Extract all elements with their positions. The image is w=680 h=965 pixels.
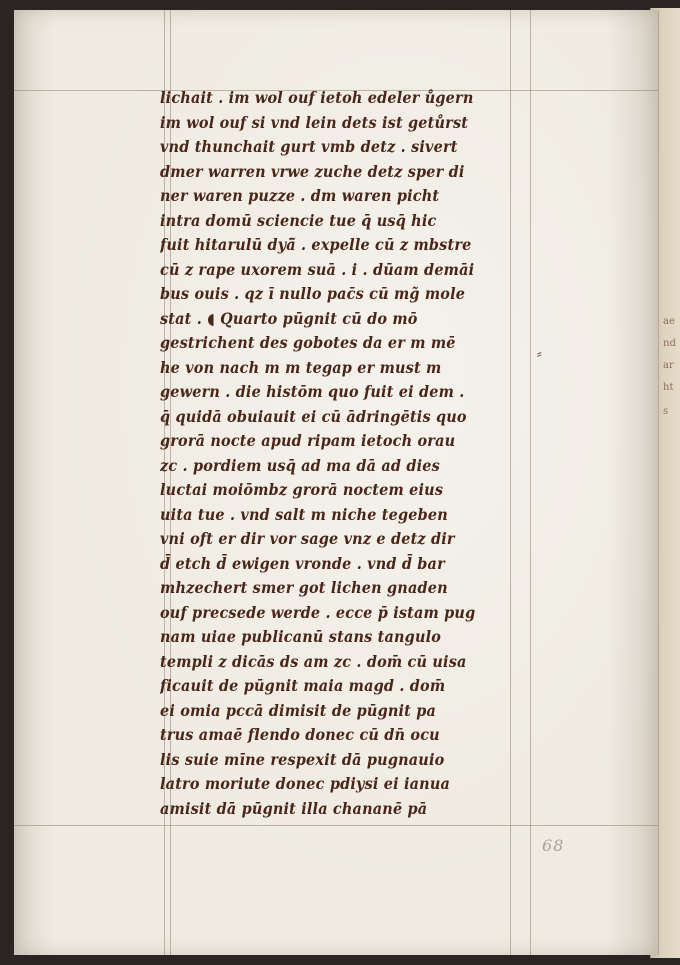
text-line: trus amaē flendo donec cū dn̄ ocu — [160, 725, 440, 744]
ruling-line-right-outer — [530, 10, 531, 955]
text-line: fuit hitarulū dyā̃ . expelle cū z mbstre — [160, 235, 472, 254]
text-line: luctai moiōmbz grorā noctem eius — [160, 480, 444, 499]
text-line: zc . pordiem usq̄ ad ma dā ad dies — [160, 455, 440, 475]
text-line: ouf precsede werde . ecce p̄ istam pug — [160, 602, 476, 622]
text-line: latro moriute donec pdiysi ei ianua — [160, 774, 451, 793]
next-page-margin-text: nd — [663, 338, 676, 349]
text-line: ner waren puzze . dm waren picht — [160, 186, 440, 205]
text-line: templi z dicās ds am zc . dom̄ cū uisa — [160, 651, 467, 671]
text-line: gewern . die histōm quo fuit ei dem . — [160, 382, 465, 401]
text-line: vni oft er dir vor sage vnz e detz dir — [160, 529, 455, 548]
margin-mark: ⸗ — [537, 346, 542, 362]
text-line: uita tue . vnd salt m niche tegeben — [160, 504, 448, 524]
text-line: amisit dā pūgnit illa chananē pā — [160, 798, 428, 818]
text-line: lis suie mīne respexit dā pugnauio — [160, 749, 445, 769]
text-line: nam uiae publicanū stans tangulo — [160, 627, 442, 646]
ruling-line-bottom — [14, 825, 658, 826]
folio-number: 68 — [542, 836, 565, 855]
text-line: dmer warren vrwe zuche detz sper di — [160, 161, 465, 181]
text-line: vnd thunchait gurt vmb detz . sivert — [160, 137, 458, 156]
text-line: he von nach m m tegap er must m — [160, 357, 442, 377]
text-line: im wol ouf si vnd lein dets ist getůrst — [160, 112, 469, 132]
text-line: bus ouis . qz ī nullo pac̄s cū mg̃ mole — [160, 284, 466, 303]
text-line: cū z rape uxorem suā . i . dūam demāi — [160, 259, 475, 279]
next-page-margin-text: s — [663, 406, 669, 417]
text-line: gestrichent des gobotes da er m mē — [160, 333, 456, 352]
text-line: stat . ◖ Quarto pūgnit cū do mō — [160, 308, 418, 328]
next-page-margin-text: ht — [663, 382, 674, 393]
text-line: ei omia pccā dimisit de pūgnit pa — [160, 700, 437, 720]
text-line: mhzechert smer got lichen gnaden — [160, 578, 448, 597]
text-line: d̄ etch d̄ ewigen vronde . vnd d̄ bar — [160, 553, 445, 573]
text-line: intra domū sciencie tue q̄ usq̄ hic — [160, 210, 437, 230]
next-page-margin-text: ar — [663, 360, 674, 371]
manuscript-text-block — [160, 86, 516, 821]
text-line: ficauit de pūgnit maia magd . dom̄ — [160, 676, 446, 695]
next-page-margin-text: ae — [663, 316, 675, 327]
text-line: lichait . im wol ouf ietoh edeler ůgern — [160, 88, 474, 107]
text-line: q̄ quidā obuiauit ei cū ādringētis quo — [160, 406, 467, 426]
text-line: grorā nocte apud ripam ietoch orau — [160, 431, 456, 450]
